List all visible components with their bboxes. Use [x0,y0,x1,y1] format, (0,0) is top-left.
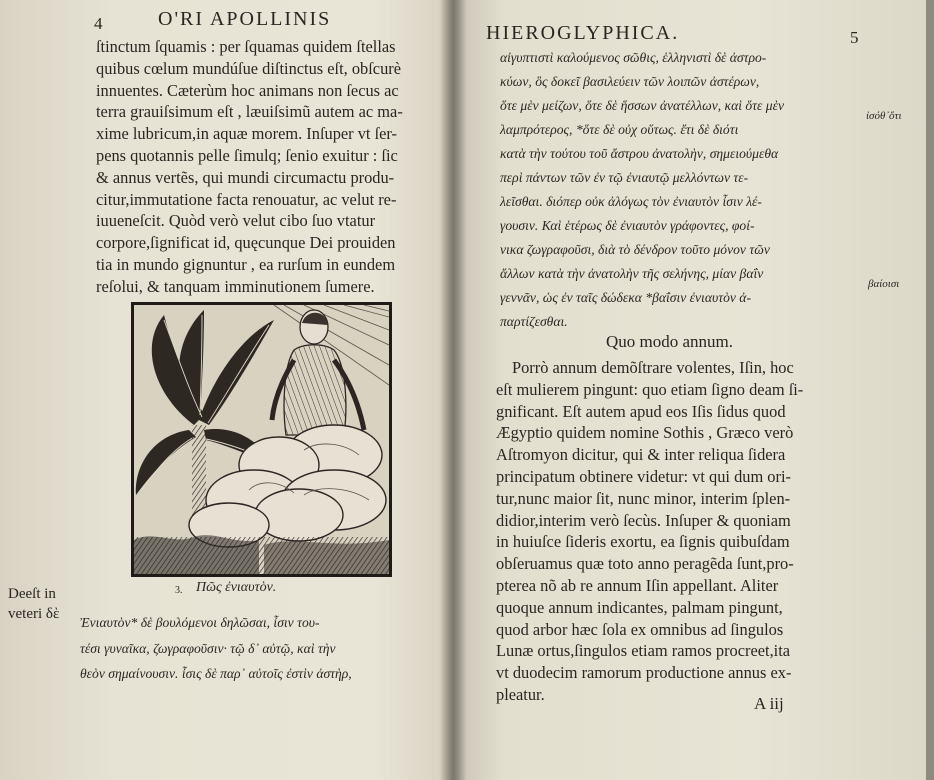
greek-line: θεὸν σημαίνουσιν. ἶσις δὲ παρ᾽ αὐτοῖς ἐστὶν ἀστὴρ, [80,666,352,682]
latin-line: quibus cœlum mundúſue diſtinctus eſt, obſcurè [96,58,402,78]
right-page-number: 5 [850,28,859,47]
right-latin-text [496,357,803,706]
figure-number: 3. [175,585,183,596]
greek-line: αἰγυπτιστὶ καλούμενος σῶθις, ἑλληνιστὶ δὲ ἀστρο- [500,50,767,65]
latin-line: corpore,ſignificat id, quęcunque Dei prouiden [96,233,396,253]
latin-line: Ægyptio quidem nomine Sothis , Græco verò [496,423,794,443]
greek-line: γεννᾶν, ὡς ἐν ταῖς δώδεκα *βαΐσιν ἐνιαυτὸν ἀ- [500,290,751,305]
right-running-head: HIEROGLYPHICA. [486,22,680,44]
latin-line: pleatur. [496,684,545,704]
greek-line: περὶ πάντων τῶν ἐν τῷ ἐνιαυτῷ μελλόντων τε- [500,170,749,185]
figure-caption: Πῶς ἐνιαυτὸν. [196,580,277,595]
left-page [0,0,452,780]
latin-line: didior,interim verò ſecùs. Inſuper & quoniam [496,510,791,530]
greek-line: Ἐνιαυτὸν* δὲ βουλόμενοι δηλῶσαι, ἶσιν του- [80,615,320,630]
latin-line: tia in mundo gignuntur , ea rurſum in eundem [96,254,396,274]
latin-line: pterea nõ ab re annum Iſin appellant. Aliter [496,575,779,595]
latin-line: iuueneſcit. Quòd verò velut cibo ſuo vtatur [96,211,376,231]
woodcut-isis-palm-image [134,305,389,574]
latin-line: Porrò annum demõſtrare volentes, Iſin, hoc [512,358,794,377]
latin-line: & annus vertẽs, qui mundi circumactu produ- [96,167,395,187]
side-note-line: veteri δὲ [8,606,60,622]
latin-line: tur,nunc maior ſit, nunc minor, interim ſplen- [496,488,791,508]
latin-line: Aſtromyon dicitur, qui & inter reliqua ſidera [496,445,786,465]
latin-line: terra grauiſsimum eſt , læuiſsimũ autem ac ma- [96,102,403,122]
margin-note: βαίοισι [868,278,900,290]
left-latin-text [96,36,403,298]
greek-line: παρτίζεσθαι. [500,314,568,329]
greek-line: τέσι γυναῖκα, ζωγραφοῦσιν· τῷ δ᾽ αὐτῷ, καὶ τὴν [80,640,336,656]
greek-line: ἄλλων κατὰ τὴν ἀνατολὴν τῆς σελήνης, μίαν βαΐν [500,266,764,281]
greek-line: λαμπρότερος, *ὅτε δὲ οὐχ οὕτως. ἔτι δὲ διότι [500,122,739,137]
side-note-line: Deeſt in [8,586,56,602]
side-note [8,584,59,624]
latin-line: Lunæ ortus,ſingulos etiam ramos procreet,ita [496,641,791,661]
latin-line: in huiuſce ſideris exortu, ea ſignis quibuſdam [496,532,790,552]
latin-line: innuentes. Cæterùm hoc animans non ſecus ac [96,80,399,100]
greek-line: λεῖσθαι. διόπερ οὐκ ἀλόγως τὸν ἐνιαυτὸν ἶσιν λέ- [500,194,762,209]
latin-line: gnificant. Eſt autem apud eos Iſis ſidus quod [496,401,786,421]
latin-line: principatum obtinere videtur: vt qui dum ori- [496,466,791,486]
section-title: Quo modo annum. [606,332,734,351]
latin-line: pens quotannis pelle ſimulq; ſenio exuitur : ſic [96,145,398,165]
left-page-number: 4 [94,14,103,33]
latin-line: vt duodecim ramorum productione annus ex- [496,663,792,683]
right-greek-text [500,46,784,334]
latin-line: xime lubricum,in aquæ morem. Inſuper vt ſer- [96,124,398,144]
left-running-head: O'RI APOLLINIS [158,8,332,30]
latin-line: eſt mulierem pingunt: quo etiam ſigno deam ſi- [496,379,804,399]
latin-line: citur,immutatione facta renouatur, ac velut re- [96,189,397,209]
latin-line: ſtinctum ſquamis : per ſquamas quidem ſtellas [96,37,396,56]
greek-line: νικα ζωγραφοῦσι, διὰ τὸ δένδρον τοῦτο μόνον τῶν [500,242,770,257]
woodcut-illustration [131,302,392,577]
latin-line: quoque annum indicantes, palmam pingunt, [496,597,783,617]
greek-line: γουσιν. Καὶ ἑτέρως δὲ ἐνιαυτὸν γράφοντες, φοί- [500,218,755,233]
left-greek-text [80,610,352,687]
latin-line: obſeruamus quæ toto anno peragẽda ſunt,pro- [496,554,794,574]
greek-line: ὅτε μὲν μείζων, ὅτε δὲ ἥσσων ἀνατέλλων, καὶ ὅτε μὲν [500,98,785,113]
greek-line: κύων, ὃς δοκεῖ βασιλεύειν τῶν λοιπῶν ἀστέρων, [500,74,760,89]
right-page [466,0,928,780]
printer-signature: A iij [754,694,784,713]
latin-line: quod arbor hæc ſola ex omnibus ad ſingulos [496,619,784,639]
margin-note: ἰσόθ᾽ὅτι [866,110,902,122]
latin-line: reſolui, & tanquam imminutionem ſumere. [96,276,375,296]
greek-line: κατὰ τὴν τούτου τοῦ ἄστρου ἀνατολὴν, σημειούμεθα [500,146,779,161]
